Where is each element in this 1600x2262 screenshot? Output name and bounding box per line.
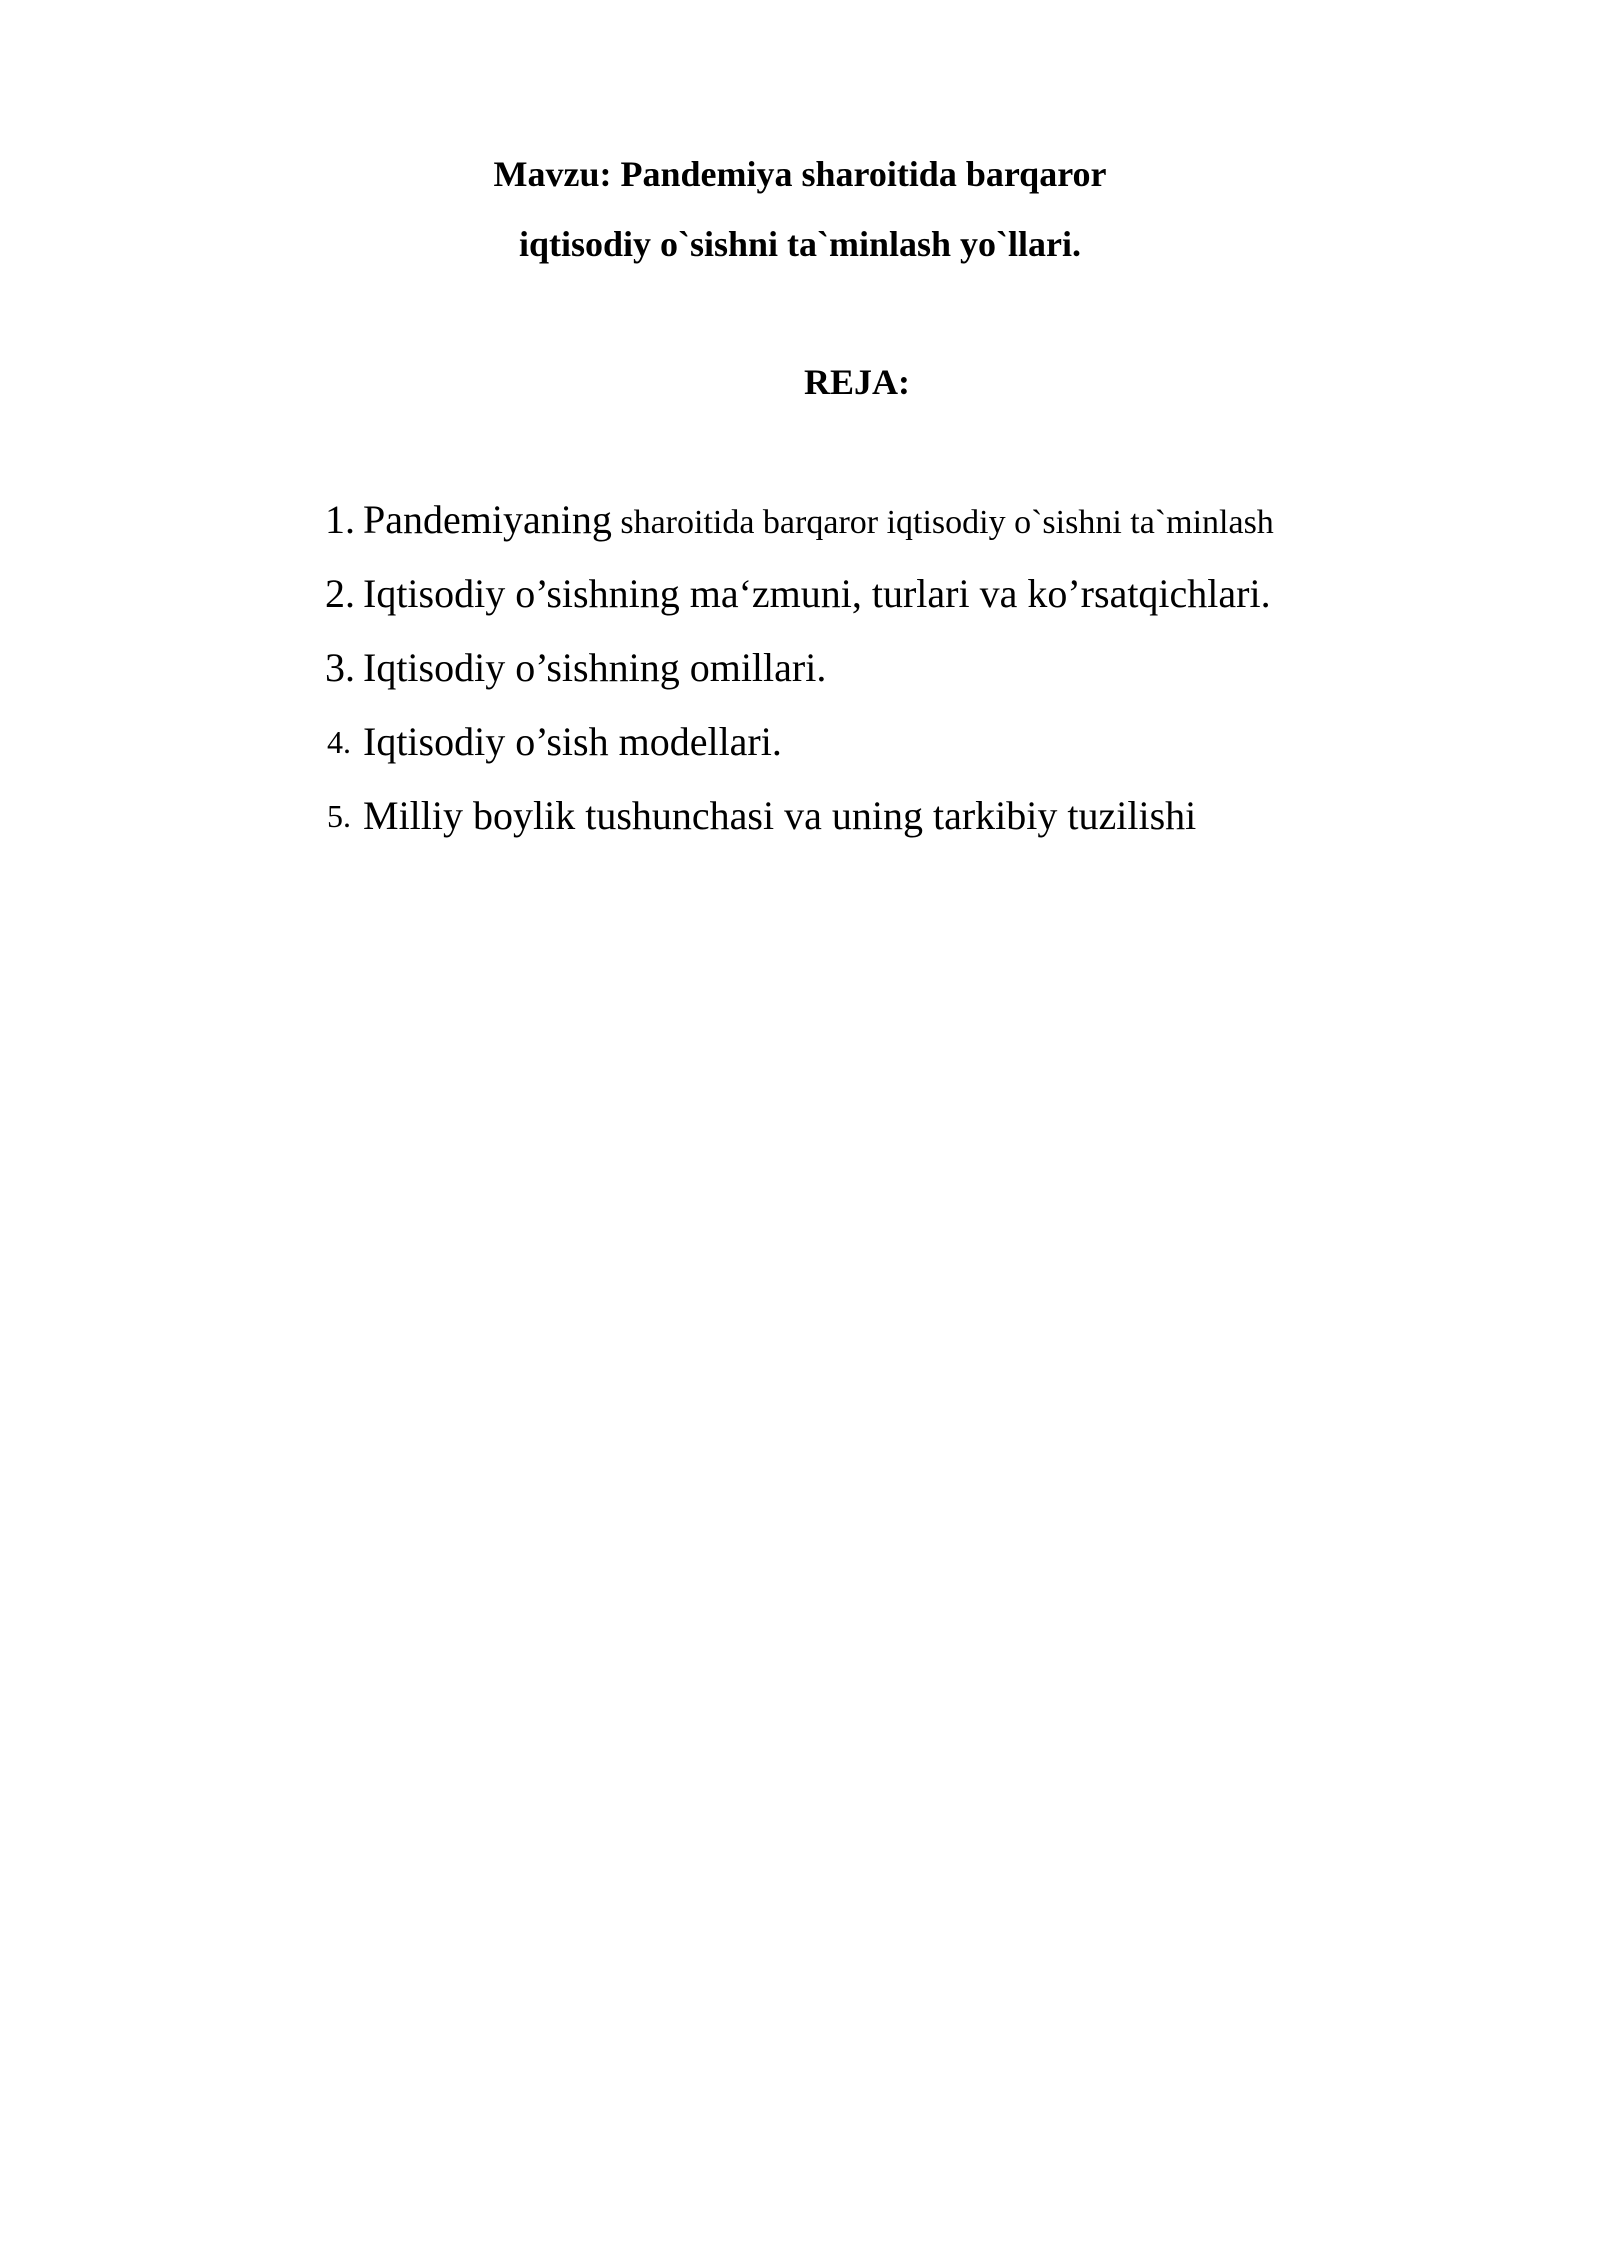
document-title-line-2: iqtisodiy o`sishni ta`minlash yo`llari. bbox=[518, 224, 1082, 264]
plan-item-number: 4. bbox=[327, 724, 351, 760]
plan-item-text bbox=[363, 490, 1274, 553]
plan-item-number: 3. bbox=[325, 645, 355, 690]
plan-item-text: Iqtisodiy o’sish modellari. bbox=[363, 719, 782, 764]
plan-item-number: 5. bbox=[327, 798, 351, 834]
plan-item-text: Milliy boylik tushunchasi va uning tarkibiy tuzilishi bbox=[363, 793, 1197, 838]
plan-item-text-tail: sharoitida barqaror iqtisodiy o`sishni ta`minlash bbox=[611, 504, 1274, 541]
plan-item-text-main: Pandemiyaning bbox=[363, 497, 612, 542]
plan-item-text: Iqtisodiy o’sishning omillari. bbox=[363, 645, 827, 690]
plan-heading: REJA: bbox=[804, 362, 910, 402]
plan-item-number: 2. bbox=[325, 571, 355, 616]
document-title-line-1: Mavzu: Pandemiya sharoitida barqaror bbox=[493, 154, 1107, 194]
plan-item-text: Iqtisodiy o’sishning ma‘zmuni, turlari va ko’rsatqichlari. bbox=[363, 571, 1271, 616]
plan-item-number: 1. bbox=[325, 497, 355, 542]
